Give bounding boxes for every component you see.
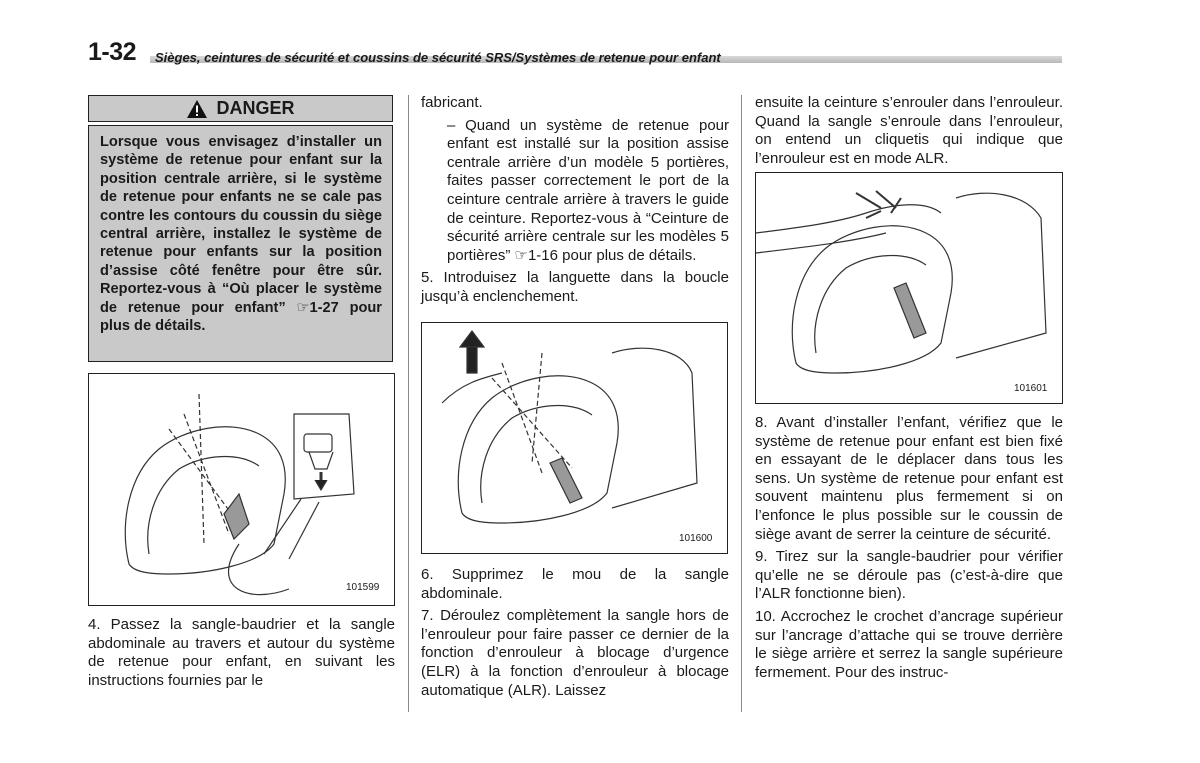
figure-child-seat-belt-buckle [88,373,395,606]
figure-code: 101601 [1014,383,1048,394]
step-8: 8. Avant d’installer l’enfant, vérifiez que le système de retenue pour enfant est bien fixé en essayant de le déplacer dans tous les sens. Un système de retenue pour enfant est souvent maintenu plus fermement si on l’enfonce le plus possible sur le coussin de siège avant de serrer la ceinture de sécurité. [755,414,1063,543]
figure-press-child-seat [755,172,1063,404]
page-header-title: Sièges, ceintures de sécurité et coussins de sécurité SRS/Systèmes de retenue pour enfant [155,50,721,65]
figure-code: 101600 [679,533,713,544]
step-10: 10. Accrochez le crochet d’ancrage supérieur sur l’ancrage d’attache qui se trouve derrière le siège arrière et serrez la sangle supérieure fermement. Pour des instruc- [755,607,1063,681]
column-3-text-bottom [755,414,1063,686]
step-5: 5. Introduisez la languette dans la boucle jusqu’à enclenchement. [421,269,729,305]
danger-header [88,95,393,122]
continuation-text: ensuite la ceinture s’enrouler dans l’enrouleur. Quand la sangle s’enroule dans l’enrouleur, on entend un cliquetis qui indique que l’enrouleur est en mode ALR. [755,94,1063,167]
column-3-text-top [755,94,1063,172]
step-7: 7. Déroulez complètement la sangle hors de l’enrouleur pour faire passer ce dernier de la fonction d’enrouleur à blocage d’urgence (ELR) à la fonction d’enrouleur à blocage automatique (ALR). Laissez [421,607,729,699]
danger-text: Lorsque vous envisagez d’installer un système de retenue pour enfant sur la position centrale arrière, si le système de retenue pour enfants ne se cale pas contre les contours du coussin du siège central arrière, installez le système de retenue pour enfants sur la position d’assise côté fenêtre pour être sûr. Reportez-vous à “Où placer le système de retenue pour enfant” ☞1-27 pour plus de détails. [88,125,393,362]
step-6: 6. Supprimez le mou de la sangle abdominale. [421,566,729,602]
danger-label: DANGER [216,98,295,118]
note-center-seat: – Quand un système de retenue pour enfant est installé sur la position assise centrale arrière d’un modèle 5 portières, faites passer correctement le port de la ceinture centrale arrière à travers le guide de ceinture. Reportez-vous à “Ceinture de sécurité arrière centrale sur les modèles 5 portières” ☞1-16 pour plus de détails. [447,116,729,264]
figure-code: 101599 [346,582,380,593]
warning-triangle-icon [186,99,208,119]
column-2-text-bottom [421,566,729,704]
press-child-seat-illustration [756,173,1062,403]
step-9: 9. Tirez sur la sangle-baudrier pour vérifier qu’elle ne se déroule pas (c’est-à-dire que l’ALR fonctionne bien). [755,548,1063,603]
child-seat-buckle-illustration [89,374,394,605]
page-number: 1-32 [88,38,137,66]
tongue-buckle-illustration [422,323,727,553]
column-2-text-top [421,94,729,311]
column-divider [408,95,409,712]
continuation-text: fabricant. [421,94,483,111]
step-4: 4. Passez la sangle-baudrier et la sangle abdominale au travers et autour du système de retenue pour enfant, en suivant les instructions fournies par le [88,616,395,689]
figure-tongue-into-buckle [421,322,728,554]
column-divider [741,95,742,712]
column-1-text [88,616,395,694]
